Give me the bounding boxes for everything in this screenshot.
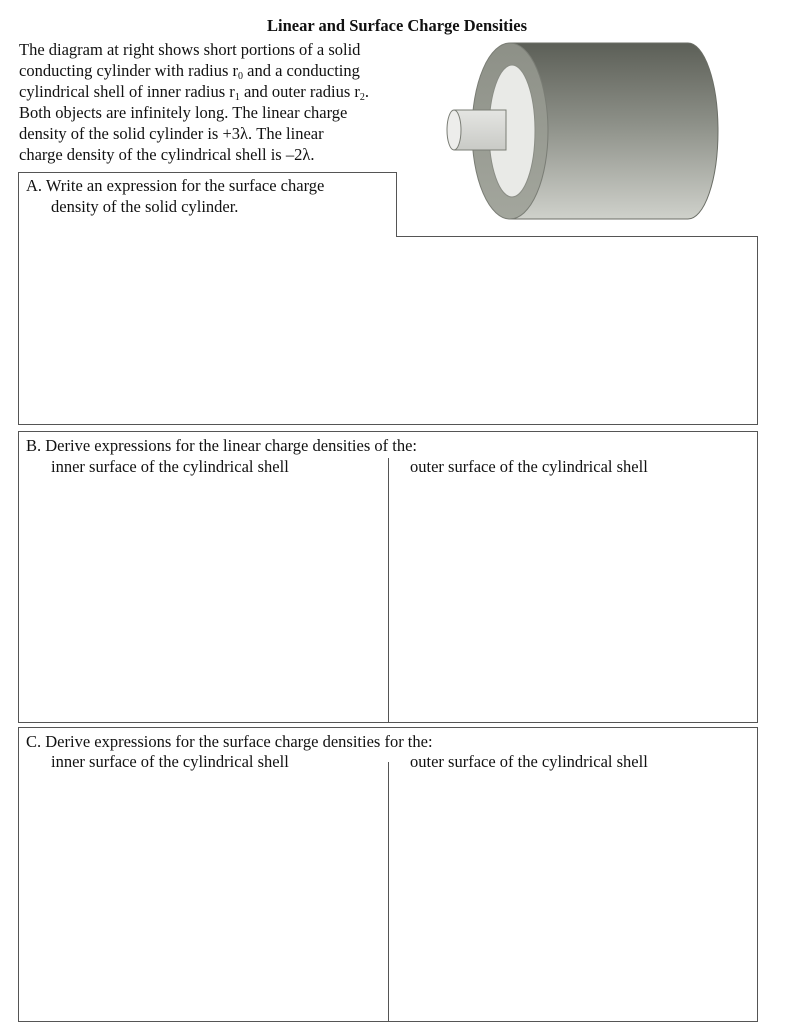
part-b-left-label: inner surface of the cylindrical shell (51, 457, 289, 476)
part-a-answer-area[interactable] (20, 238, 756, 423)
intro-line-6: charge density of the cylindrical shell is –2λ. (19, 145, 315, 164)
part-a-prompt: A. Write an expression for the surface charge density of the solid cylinder. (26, 176, 325, 216)
page-title: Linear and Surface Charge Densities (266, 16, 528, 35)
intro-line-4: Both objects are infinitely long. The linear charge (19, 103, 348, 122)
intro-line-3: cylindrical shell of inner radius $r_1$ and outer radius $r_2$. (19, 82, 369, 103)
intro-line-5: density of the solid cylinder is +3λ. The linear (19, 124, 324, 143)
problem-statement (19, 39, 399, 165)
part-b-right-answer-area[interactable] (390, 480, 756, 720)
intro-line-2: conducting cylinder with radius $r_0$ and a conducting (19, 61, 360, 82)
part-c-right-answer-area[interactable] (390, 776, 756, 1020)
part-b-left-answer-area[interactable] (20, 480, 386, 720)
part-c-left-answer-area[interactable] (20, 776, 386, 1020)
intro-line-1: The diagram at right shows short portions of a solid (19, 40, 361, 59)
part-c-right-label: outer surface of the cylindrical shell (410, 752, 648, 771)
part-b-heading: B. Derive expressions for the linear charge densities of the: (26, 436, 417, 455)
part-b-right-label: outer surface of the cylindrical shell (410, 457, 648, 476)
part-c-left-label: inner surface of the cylindrical shell (51, 752, 289, 771)
solid-rod (454, 110, 506, 150)
cylinder-diagram (440, 36, 730, 231)
solid-rod-end (447, 110, 461, 150)
part-c-heading: C. Derive expressions for the surface charge densities for the: (26, 732, 433, 751)
